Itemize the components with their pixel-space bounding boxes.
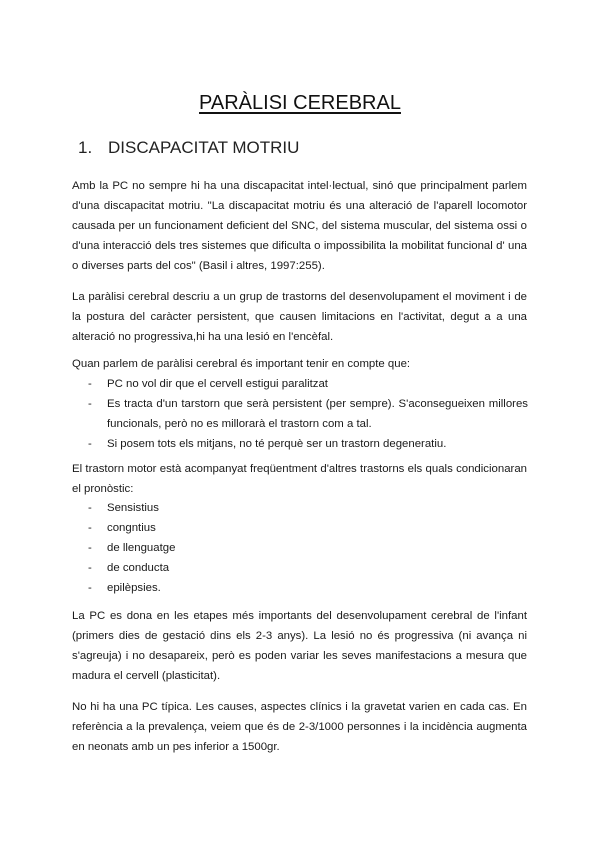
list-item: - de conducta [88,558,528,578]
list-item: - Si posem tots els mitjans, no té perquè ser un trastorn degeneratiu. [88,434,528,454]
paragraph-tenir-en-compte: Quan parlem de paràlisi cerebral és important tenir en compte que: [72,358,411,370]
dash-bullet: - [88,438,92,450]
list-item: - de llenguatge [88,538,528,558]
section-number: 1. [78,138,93,157]
dash-bullet: - [88,398,92,410]
section-heading [78,138,299,158]
dash-bullet: - [88,582,92,594]
paragraph-prevalenca: No hi ha una PC típica. Les causes, aspectes clínics i la gravetat varien en cada cas. En referència a la prevalença, veiem que és de 2-3/1000 personnes i la incidència augmenta en neonats amb un pes inferior a 1500gr. [72,701,527,753]
list-item: - Es tracta d'un tarstorn que serà persistent (per sempre). S'aconsegueixen millores funcionals, però no es millorarà el trastorn com a tal. [88,394,528,434]
paragraph-trastorns-associats: El trastorn motor està acompanyat freqüentment d'altres trastorns els quals condicionaran el pronòstic: [72,463,527,495]
paragraph-definicio: La paràlisi cerebral descriu a un grup de trastorns del desenvolupament el moviment i de la postura del caràcter persistent, que causen limitacions en l'activitat, degut a a una alteració no progressiva,hi ha una lesió en l'encèfal. [72,291,527,343]
dash-bullet: - [88,378,92,390]
section-heading-text: DISCAPACITAT MOTRIU [108,138,300,157]
list-item: - PC no vol dir que el cervell estigui paralitzat [88,374,528,394]
dash-bullet: - [88,562,92,574]
paragraph-etapes: La PC es dona en les etapes més importants del desenvolupament cerebral de l'infant (primers dies de gestació dins els 2-3 anys). La lesió no és progressiva (ni avança ni s'agreuja) i no desapareix, però es poden variar les seves manifestacions a mesura que madura el cervell (plasticitat). [72,610,527,682]
paragraph-discapacitat: Amb la PC no sempre hi ha una discapacitat intel·lectual, sinó que principalment parlem d'una discapacitat motriu. "La discapacitat motriu és una alteració de l'aparell locomotor causada per un funcionament deficient del SNC, del sistema muscular, del sistema ossi o d'una interacció dels tres sistemes que dificulta o impossibilita la mobilitat funcional d' una o diverses parts del cos" (Basil i altres, 1997:255). [72,180,527,272]
dash-bullet: - [88,522,92,534]
dash-bullet: - [88,542,92,554]
document-title: PARÀLISI CEREBRAL [199,92,401,114]
list-item: - congntius [88,518,528,538]
list-item: - epilèpsies. [88,578,528,598]
list-tenir-en-compte [88,374,528,454]
dash-bullet: - [88,502,92,514]
list-item: - Sensistius [88,498,528,518]
list-trastorns [88,498,528,598]
